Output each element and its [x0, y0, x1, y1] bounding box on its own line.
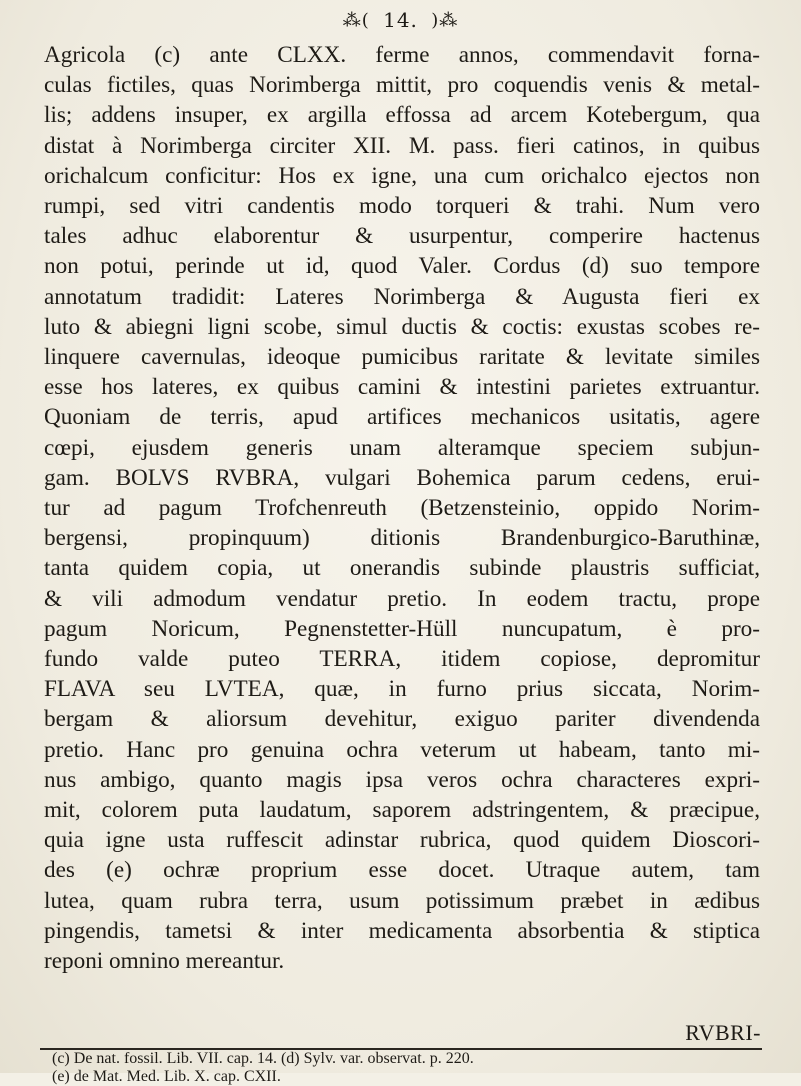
text-line: culas fictiles, quas Norimberga mittit, pro coquendis venis & metal- — [44, 72, 760, 99]
text-line: fundo valde puteo TERRA, itidem copiose, depromitur — [44, 646, 760, 673]
page-number: 14. — [383, 8, 418, 32]
text-line: orichalcum conficitur: Hos ex igne, una cum orichalco ejectos non — [44, 162, 760, 189]
text-line: quia igne usta ruffescit adinstar rubrica, quod quidem Dioscori- — [44, 827, 760, 854]
text-line: distat à Norimberga circiter XII. M. pass. fieri catinos, in quibus — [44, 132, 760, 159]
text-line: mit, colorem puta laudatum, saporem adstringentem, & præcipue, — [44, 797, 760, 824]
text-line: pretio. Hanc pro genuina ochra veterum ut habeam, tanto mi- — [44, 736, 760, 763]
footnote-line: (c) De nat. fossil. Lib. VII. cap. 14. (d) Sylv. var. observat. p. 220. — [52, 1050, 474, 1067]
text-line: nus ambigo, quanto magis ipsa veros ochra characteres expri- — [44, 766, 760, 793]
footnotes — [40, 1050, 762, 1086]
text-line: pingendis, tametsi & inter medicamenta absorbentia & stiptica — [44, 917, 760, 944]
text-line: tales adhuc elaborentur & usurpentur, comperire hactenus — [44, 223, 760, 250]
footnote-line: (e) de Mat. Med. Lib. X. cap. CXII. — [52, 1068, 281, 1085]
ornament-left: ⁂( — [342, 10, 370, 31]
catchword: RVBRI- — [685, 1020, 761, 1045]
text-line: non potui, perinde ut id, quod Valer. Cordus (d) suo tempore — [44, 253, 760, 280]
text-line: bergam & aliorsum devehitur, exiguo pariter divendenda — [44, 706, 760, 733]
text-line: & vili admodum vendatur pretio. In eodem tractu, prope — [44, 585, 760, 612]
text-line: tanta quidem copia, ut onerandis subinde plaustris sufficiat, — [44, 555, 760, 582]
text-line: lutea, quam rubra terra, usum potissimum præbet in ædibus — [44, 887, 760, 914]
text-line: rumpi, sed vitri candentis modo torqueri & trahi. Num vero — [44, 193, 760, 220]
text-line: esse hos lateres, ex quibus camini & intestini parietes extruantur. — [44, 374, 760, 401]
text-line: reponi omnino mereantur. — [44, 948, 285, 975]
main-text — [44, 40, 760, 976]
text-line: gam. BOLVS RVBRA, vulgari Bohemica parum cedens, erui- — [44, 464, 760, 491]
text-line: tur ad pagum Trofchenreuth (Betzensteinio, oppido Norim- — [44, 495, 760, 522]
text-line: des (e) ochræ proprium esse docet. Utraque autem, tam — [44, 857, 760, 884]
text-line: FLAVA seu LVTEA, quæ, in furno prius siccata, Norim- — [44, 676, 760, 703]
text-line: annotatum tradidit: Lateres Norimberga & Augusta fieri ex — [44, 283, 760, 310]
page-header — [0, 8, 801, 32]
text-line: Quoniam de terris, apud artifices mechanicos usitatis, agere — [44, 404, 760, 431]
text-line: lis; addens insuper, ex argilla effossa ad arcem Kotebergum, qua — [44, 102, 760, 129]
text-line: Agricola (c) ante CLXX. ferme annos, commendavit forna- — [44, 42, 760, 68]
text-line: luto & abiegni ligni scobe, simul ductis & coctis: exustas scobes re- — [44, 313, 760, 340]
ornament-right: )⁂ — [431, 10, 459, 31]
text-line: linquere cavernulas, ideoque pumicibus raritate & levitate similes — [44, 344, 760, 371]
text-line: cœpi, ejusdem generis unam alteramque speciem subjun- — [44, 434, 760, 461]
text-line: bergensi, propinquum) ditionis Brandenburgico-Baruthinæ, — [44, 525, 760, 552]
text-line: pagum Noricum, Pegnenstetter-Hüll nuncupatum, è pro- — [44, 615, 760, 642]
